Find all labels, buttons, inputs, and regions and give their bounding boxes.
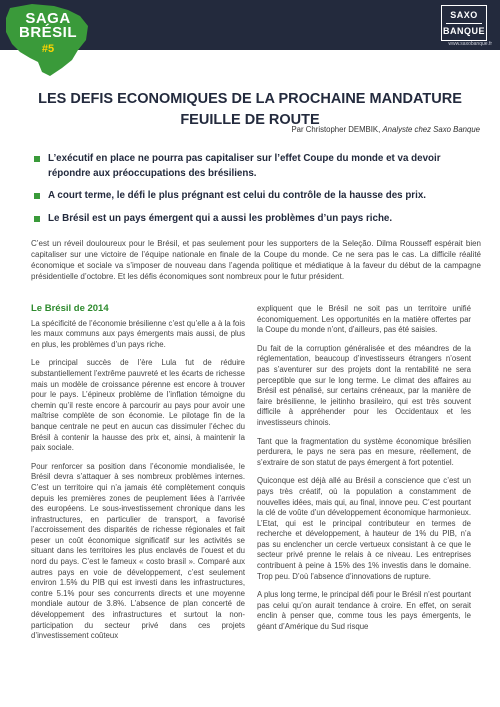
key-point	[34, 212, 484, 227]
left-column	[31, 304, 245, 650]
title-line-1: LES DEFIS ECONOMIQUES DE LA PROCHAINE MANDATURE	[38, 91, 462, 107]
author-role: Analyste chez Saxo Banque	[382, 125, 480, 134]
key-point-text: Le Brésil est un pays émergent qui a aussi les problèmes d’un pays riche.	[48, 212, 393, 224]
bullet-square-icon	[34, 216, 40, 222]
title-line-2: FEUILLE DE ROUTE	[180, 112, 320, 128]
website-link[interactable]: www.saxobanque.fr	[448, 41, 492, 47]
logo-divider	[446, 23, 482, 24]
body-paragraph: Quiconque est déjà allé au Brésil a conscience que c’est un pays très créatif, où la population a constamment de nouvelles idées, mais qui, au final, innove peu. C’est pourtant la clé de voûte d’un développement économique harmonieux. L’Etat, qui est le principal contributeur en termes de recherche et développement, à hauteur de 1% du PIB, n’a pas su enclencher un cercle vertueux consistant à ce que le secteur privé prenne le relais à ce niveau. Les entreprises contribuent à peine à 15% des 1% investis dans le domaine. Trop peu. D’où l’absence d’innovations de rupture.	[257, 476, 471, 581]
body-paragraph: Tant que la fragmentation du système économique brésilien perdurera, le pays ne sera pas en mesure, réellement, de s’extraire de son statut de pays émergent à fort potentiel.	[257, 436, 471, 467]
key-points	[34, 152, 484, 234]
body-paragraph: La spécificité de l’économie brésilienne c’est qu’elle a à la fois les maux communs aux pays émergents mais aussi, de plus en plus, les problèmes d’un pays riche.	[31, 318, 245, 349]
badge-title-line-1: SAGA	[25, 10, 71, 27]
logo-line-2: BANQUE	[442, 26, 485, 36]
logo-line-1: SAXO	[450, 10, 478, 20]
section-heading: Le Brésil de 2014	[31, 303, 109, 314]
key-point-text: A court terme, le défi le plus prégnant est celui du contrôle de la hausse des prix.	[48, 190, 427, 201]
key-point-text: L’exécutif en place ne pourra pas capitaliser sur l’effet Coupe du monde et va devoir répondre aux préoccupations des brésiliens.	[48, 153, 441, 179]
byline	[200, 125, 480, 134]
body-paragraph: expliquent que le Brésil ne soit pas un territoire unifié économiquement. Les opportunités en la matière offertes par la Coupe du monde n’ont, d’ailleurs, pas été saisies.	[257, 304, 471, 335]
badge-title	[8, 12, 88, 40]
author: Par Christopher DEMBIK,	[291, 125, 381, 134]
saxo-banque-logo[interactable]	[441, 5, 487, 41]
intro-paragraph: C’est un réveil douloureux pour le Brésil, et pas seulement pour les supporters de la Seleção. Dilma Rousseff espérait bien capitaliser sur une victoire de l’équipe nationale en finale de la Coupe du monde. Ce ne sera pas le cas. La difficile réalité économique et sociale va s’imposer de nouveau dans l’agenda politique et médiatique à la faveur du début de la campagne présidentielle d’octobre. Et les défis économiques sont nombreux pour le futur président.	[31, 239, 481, 281]
body-paragraph: Le principal succès de l’ère Lula fut de réduire substantiellement l’extrême pauvreté et les écarts de richesse mais un modèle de croissance pérenne est encore à trouver pour le pays. L’épineux problème de l’inflation témoigne du chemin qu’il reste encore à parcourir au pays pour avoir une maîtrise complète de son économie. Le pilotage fin de la banque centrale ne peut en aucun cas dissimuler l’échec du Brésil à contenir la hausse des prix et, ainsi, à maintenir la paix sociale.	[31, 358, 245, 453]
key-point	[34, 189, 484, 204]
key-point	[34, 152, 484, 181]
bullet-square-icon	[34, 193, 40, 199]
badge-number: #5	[41, 43, 55, 55]
saga-bresil-badge	[2, 2, 92, 80]
body-paragraph: A plus long terme, le principal défi pour le Brésil n’est pourtant pas celui qu’on aurait tendance à croire. En effet, on serait enclin à penser que, comme tous les pays émergents, le géant d’Amérique du Sud risque	[257, 590, 471, 632]
badge-title-line-2: BRÉSIL	[18, 24, 77, 41]
body-paragraph: Pour renforcer sa position dans l’économie mondialisée, le Brésil devra s’attaquer à ses nombreux problèmes internes. C’est un territoire qui n’a jamais été complètement conquis depuis les premières zones de peuplement liées à l’arrivée des européens. Le sous-investissement chronique dans les infrastructures, en particulier de transport, a favorisé l’accroissement des disparités de richesse régionales et fait peser un coût économique significatif sur les activités se situant dans les territoires les plus enclavés de l’ouest et du nord du pays. C’est le fameux « costo brasil ». Comparé aux autres pays en voie de développement, c’est seulement environ 1.5% du PIB qui est investi dans les infrastructures, contre 5.1% pour ses concurrents directs et une moyenne mondiale autour de 3.8%. L’absence de plan concerté de développement des infrastructures et surtout la non-participation du secteur privé dans ces projets d’investissement coûteux	[31, 461, 245, 641]
right-column	[257, 304, 471, 641]
body-paragraph: Du fait de la corruption généralisée et des méandres de la réglementation, beaucoup d’investisseurs étrangers n’osent pas s’aventurer sur des projets dont la rentabilité ne sera perceptible que sur le long terme. Le climat des affaires au Brésil est pénalisé, sur certains créneaux, par la manière de faire brésilienne, le jeitinho brasileiro, qui est très souvent difficile à appréhender pour les Occidentaux et les investisseurs chinois.	[257, 343, 471, 427]
bullet-square-icon	[34, 156, 40, 162]
